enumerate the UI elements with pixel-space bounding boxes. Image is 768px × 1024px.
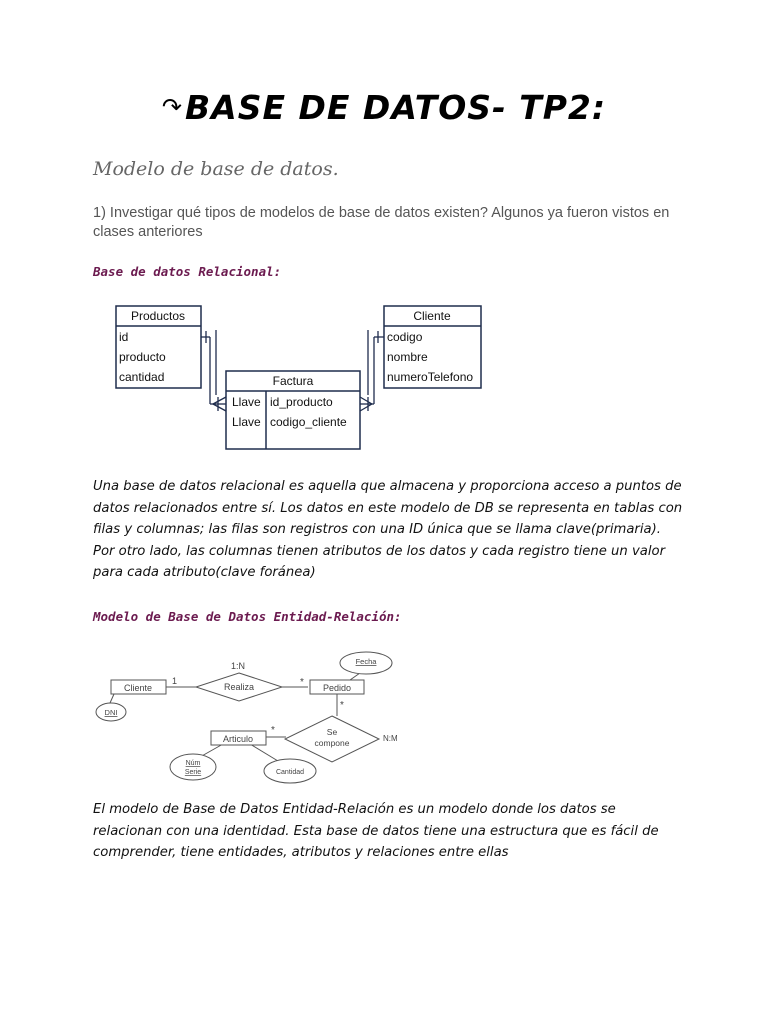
relational-diagram bbox=[0, 295, 768, 455]
productos-header: Productos bbox=[130, 309, 186, 323]
title-text: BASE DE DATOS- TP2: bbox=[185, 88, 607, 127]
er-serie-label: Serie bbox=[184, 769, 202, 776]
er-attribute-num-serie bbox=[170, 754, 216, 780]
er-articulo-label: Articulo bbox=[222, 734, 254, 744]
factura-field: id_producto bbox=[270, 395, 333, 409]
section-heading-er: Modelo de Base de Datos Entidad-Relación: bbox=[93, 609, 402, 624]
er-cardinality-1: 1 bbox=[172, 676, 178, 686]
er-num-label: Núm bbox=[185, 760, 201, 767]
productos-field: cantidad bbox=[119, 370, 165, 384]
er-paragraph: El modelo de Base de Datos Entidad-Relación es un modelo donde los datos se relacionan con una identidad. Esta base de datos tiene una estructura que es fácil de comprender, tiene entidades, atributos y relaciones entre ellas bbox=[93, 802, 659, 860]
er-diagram bbox=[0, 640, 768, 790]
er-cardinality-nm: N:M bbox=[383, 734, 398, 743]
factura-header: Factura bbox=[272, 374, 314, 388]
er-cardinality-star: * bbox=[300, 677, 304, 688]
er-fecha-label: Fecha bbox=[355, 657, 377, 666]
cliente-header: Cliente bbox=[413, 309, 451, 323]
productos-factura-connector bbox=[201, 330, 226, 411]
subtitle: Modelo de base de datos. bbox=[93, 158, 339, 180]
productos-table bbox=[116, 306, 201, 388]
relational-paragraph: Una base de datos relacional es aquella que almacena y proporciona acceso a puntos de datos relacionados entre sí. Los datos en este modelo de DB se representa en tablas con filas y columnas; las filas son registros con una ID única que se llama clave(primaria). Por otro lado, las columnas tienen atributos de los datos y cada registro tiene un valor para cada atributo(clave foránea) bbox=[93, 479, 683, 580]
factura-key: Llave bbox=[232, 395, 261, 409]
er-se-label: Se bbox=[326, 727, 338, 737]
er-dni-label: DNI bbox=[104, 708, 118, 717]
section-heading-relational: Base de datos Relacional: bbox=[93, 264, 282, 279]
er-cardinality-star: * bbox=[340, 700, 344, 711]
cliente-field: codigo bbox=[387, 330, 423, 344]
page-title bbox=[0, 88, 768, 127]
cliente-factura-connector bbox=[360, 330, 384, 411]
cliente-field: numeroTelefono bbox=[387, 370, 474, 384]
er-cliente-label: Cliente bbox=[123, 683, 153, 693]
er-pedido-label: Pedido bbox=[322, 683, 352, 693]
question-text: 1) Investigar qué tipos de modelos de base de datos existen? Algunos ya fueron vistos en clases anteriores bbox=[93, 205, 670, 240]
er-cardinality-star: * bbox=[271, 725, 275, 736]
productos-field: id bbox=[119, 330, 129, 344]
er-compone-label: compone bbox=[314, 738, 350, 748]
cliente-field: nombre bbox=[387, 350, 428, 364]
er-cantidad-label: Cantidad bbox=[275, 769, 305, 776]
cliente-table bbox=[384, 306, 481, 388]
curved-arrow-icon: ↷ bbox=[161, 93, 184, 121]
er-cardinality-1n: 1:N bbox=[230, 661, 246, 671]
er-realiza-label: Realiza bbox=[223, 682, 255, 692]
factura-key: Llave bbox=[232, 415, 261, 429]
productos-field: producto bbox=[119, 350, 166, 364]
factura-field: codigo_cliente bbox=[270, 415, 347, 429]
factura-table bbox=[226, 371, 360, 449]
